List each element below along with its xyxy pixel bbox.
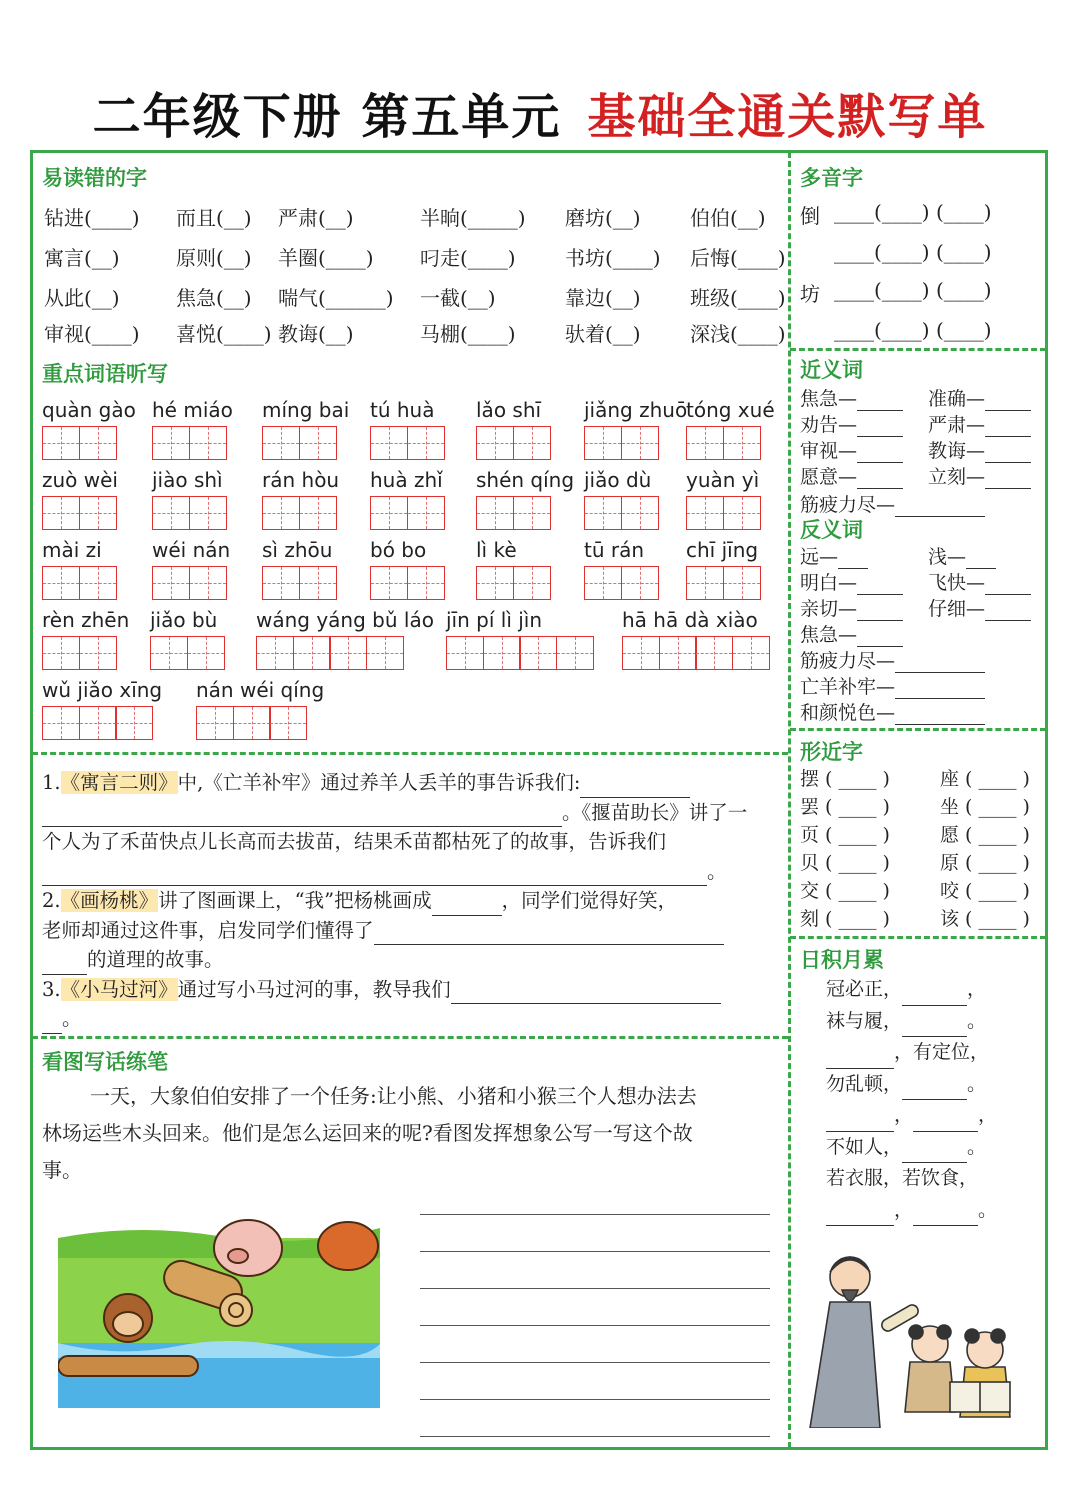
pinyin-label: jiǎo dù	[584, 468, 652, 492]
q2-blank-2[interactable]	[374, 924, 724, 945]
tianzi-grid[interactable]	[42, 496, 115, 532]
tianzi-grid[interactable]	[42, 706, 152, 742]
antonym-item[interactable]: 亡羊补牢—	[800, 672, 985, 699]
tianzi-grid[interactable]	[476, 496, 549, 532]
pinyin-label: rán hòu	[262, 468, 340, 492]
divider-left-2	[32, 1036, 788, 1039]
grid-cell[interactable]	[150, 636, 188, 670]
q2-blank-1[interactable]	[432, 895, 502, 916]
misread-word[interactable]: 羊圈(____)	[278, 246, 374, 270]
q1-num: 1.	[42, 771, 61, 794]
grid-cell[interactable]	[695, 636, 733, 670]
grid-cell[interactable]	[483, 636, 521, 670]
section-synonyms: 近义词	[800, 358, 863, 382]
writing-line[interactable]	[420, 1288, 770, 1289]
similar-char-item[interactable]: 摆 ( ____ )	[800, 768, 890, 790]
tianzi-grid[interactable]	[370, 496, 443, 532]
antonym-item[interactable]: 仔细—	[928, 594, 1031, 621]
pinyin-label: míng bai	[262, 398, 350, 422]
section-similar-chars: 形近字	[800, 740, 863, 764]
misread-word[interactable]: 从此(__)	[44, 286, 120, 310]
grid-cell[interactable]	[407, 496, 445, 530]
grid-cell[interactable]	[42, 636, 80, 670]
animals-logs-illustration	[58, 1218, 380, 1408]
grid-cell[interactable]	[189, 496, 227, 530]
tianzi-grid[interactable]	[42, 426, 115, 462]
grid-cell[interactable]	[370, 426, 408, 460]
grid-cell[interactable]	[79, 706, 117, 740]
reading-questions	[42, 768, 782, 1034]
antonym-item[interactable]: 远—	[800, 542, 868, 569]
section-antonyms: 反义词	[800, 518, 863, 542]
q2-book: 《画杨桃》	[60, 889, 159, 912]
writing-line[interactable]	[420, 1251, 770, 1252]
misread-word[interactable]: 寓言(__)	[44, 246, 120, 270]
pinyin-label: tú huà	[370, 398, 435, 422]
tianzi-grid[interactable]	[686, 566, 759, 602]
pinyin-label: bó bo	[370, 538, 427, 562]
grid-cell[interactable]	[189, 426, 227, 460]
grid-cell[interactable]	[42, 496, 80, 530]
tianzi-grid[interactable]	[686, 496, 759, 532]
grid-cell[interactable]	[659, 636, 697, 670]
synonym-item[interactable]: 劝告—	[800, 410, 903, 437]
pinyin-label: nán wéi qíng	[196, 678, 325, 702]
misread-word[interactable]: 而且(__)	[176, 206, 252, 230]
similar-char-item[interactable]: 罢 ( ____ )	[800, 796, 890, 818]
grid-cell[interactable]	[732, 636, 770, 670]
grid-cell[interactable]	[115, 706, 153, 740]
grid-cell[interactable]	[262, 566, 300, 600]
grid-cell[interactable]	[513, 426, 551, 460]
grid-cell[interactable]	[329, 636, 367, 670]
pinyin-label: tū rán	[584, 538, 645, 562]
grid-cell[interactable]	[262, 496, 300, 530]
grid-cell[interactable]	[513, 566, 551, 600]
tianzi-grid[interactable]	[446, 636, 592, 672]
tianzi-grid[interactable]	[686, 426, 759, 462]
polyphone-blank-1b[interactable]: ____(____) (____)	[834, 240, 992, 264]
grid-cell[interactable]	[152, 426, 190, 460]
grid-cell[interactable]	[79, 636, 117, 670]
writing-line[interactable]	[420, 1362, 770, 1363]
q3-blank-1[interactable]	[451, 983, 721, 1004]
section-easy-misread: 易读错的字	[42, 166, 147, 190]
q1-book: 《寓言二则》	[60, 771, 178, 794]
grid-cell[interactable]	[723, 566, 761, 600]
grid-cell[interactable]	[686, 426, 724, 460]
synonym-item[interactable]: 审视—	[800, 436, 903, 463]
pinyin-label: jiào shì	[152, 468, 223, 492]
pinyin-label: hé miáo	[152, 398, 233, 422]
grid-cell[interactable]	[42, 566, 80, 600]
pinyin-label: lì kè	[476, 538, 517, 562]
grid-cell[interactable]	[299, 426, 337, 460]
writing-line[interactable]	[420, 1214, 770, 1215]
grid-cell[interactable]	[299, 496, 337, 530]
grid-cell[interactable]	[476, 566, 514, 600]
synonym-item[interactable]: 焦急—	[800, 384, 903, 411]
grid-cell[interactable]	[262, 426, 300, 460]
section-key-words: 重点词语听写	[42, 362, 168, 386]
q2-text2: ，同学们觉得好笑，	[501, 889, 678, 912]
section-writing: 看图写话练笔	[42, 1050, 168, 1074]
column-divider	[788, 152, 791, 1448]
misread-word[interactable]: 靠边(__)	[565, 286, 641, 310]
tianzi-grid[interactable]	[150, 636, 223, 672]
polyphone-blank-2a[interactable]: ____(____) (____)	[834, 278, 992, 302]
grid-cell[interactable]	[621, 426, 659, 460]
tianzi-grid[interactable]	[622, 636, 768, 672]
tianzi-grid[interactable]	[262, 566, 335, 602]
pinyin-label: wéi nán	[152, 538, 231, 562]
writing-prompt-line-2: 林场运些木头回来。他们是怎么运回来的呢?看图发挥想象公写一写这个故	[42, 1121, 693, 1145]
pinyin-label: yuàn yì	[686, 468, 760, 492]
misread-word[interactable]: 喜悦(____)	[176, 322, 272, 346]
misread-word[interactable]: 叼走(____)	[420, 246, 516, 270]
writing-prompt-line-1: 一天，大象伯伯安排了一个任务:让小熊、小猪和小猴三个人想办法去	[90, 1084, 697, 1108]
q3-end: 。	[62, 1007, 82, 1030]
polyphone-char-1: 倒	[800, 204, 820, 228]
grid-cell[interactable]	[189, 566, 227, 600]
misread-word[interactable]: 马棚(____)	[420, 322, 516, 346]
tianzi-grid[interactable]	[42, 636, 115, 672]
similar-char-item[interactable]: 页 ( ____ )	[800, 824, 890, 846]
similar-char-item[interactable]: 坐 ( ____ )	[940, 796, 1030, 818]
synonym-last: 筋疲力尽—	[800, 490, 985, 517]
similar-char-item[interactable]: 咬 ( ____ )	[940, 880, 1030, 902]
tianzi-grid[interactable]	[196, 706, 306, 742]
misread-word[interactable]: 焦急(__)	[176, 286, 252, 310]
synonym-item[interactable]: 准确—	[928, 384, 1031, 411]
similar-char-item[interactable]: 愿 ( ____ )	[940, 824, 1030, 846]
pinyin-label: jiǎo bù	[150, 608, 218, 632]
grid-cell[interactable]	[196, 706, 234, 740]
tianzi-grid[interactable]	[476, 566, 549, 602]
misread-word[interactable]: 伯伯(__)	[690, 206, 766, 230]
tianzi-grid[interactable]	[370, 566, 443, 602]
antonym-item[interactable]: 焦急—	[800, 620, 903, 647]
grid-cell[interactable]	[407, 426, 445, 460]
q1-text3: 个人为了禾苗快点儿长高而去拔苗，结果禾苗都枯死了的故事，告诉我们	[42, 830, 667, 853]
grid-cell[interactable]	[407, 566, 445, 600]
synonym-item[interactable]: 立刻—	[928, 462, 1031, 489]
tianzi-grid[interactable]	[370, 426, 443, 462]
pinyin-label: zuò wèi	[42, 468, 118, 492]
antonym-item[interactable]: 筋疲力尽—	[800, 646, 985, 673]
q2-text3: 老师却通过这件事，启发同学们懂得了	[42, 918, 374, 942]
tianzi-grid[interactable]	[584, 496, 657, 532]
grid-cell[interactable]	[621, 566, 659, 600]
grid-cell[interactable]	[584, 426, 622, 460]
similar-char-item[interactable]: 原 ( ____ )	[940, 852, 1030, 874]
divider-right-2	[790, 728, 1046, 731]
antonym-item[interactable]: 浅—	[928, 542, 996, 569]
divider-right-3	[790, 936, 1046, 939]
similar-char-item[interactable]: 交 ( ____ )	[800, 880, 890, 902]
similar-char-item[interactable]: 刻 ( ____ )	[800, 908, 890, 930]
pinyin-label: tóng xué	[686, 398, 775, 422]
grid-cell[interactable]	[293, 636, 331, 670]
tianzi-grid[interactable]	[584, 566, 657, 602]
grid-cell[interactable]	[79, 496, 117, 530]
similar-char-item[interactable]: 该 ( ____ )	[940, 908, 1030, 930]
misread-word[interactable]: 后悔(____)	[690, 246, 786, 270]
grid-cell[interactable]	[686, 496, 724, 530]
grid-cell[interactable]	[187, 636, 225, 670]
misread-word[interactable]: 驮着(__)	[565, 322, 641, 346]
q1-end: 。	[707, 859, 727, 883]
q3-book: 《小马过河》	[60, 977, 178, 1001]
pinyin-label: shén qíng	[476, 468, 575, 492]
grid-cell[interactable]	[79, 426, 117, 460]
tianzi-grid[interactable]	[152, 426, 225, 462]
pinyin-label: huà zhǐ	[370, 468, 443, 492]
misread-word[interactable]: 原则(__)	[176, 246, 252, 270]
tianzi-grid[interactable]	[152, 566, 225, 602]
q3-text: 通过写小马过河的事，教导我们	[177, 977, 451, 1001]
grid-cell[interactable]	[556, 636, 594, 670]
grid-cell[interactable]	[446, 636, 484, 670]
daily-text: 冠必正， ， 袜与履， 。 ，有定位， 勿乱顿， 。 ， ， 不如人， 。 若衣服，若饮食， ， 。	[826, 974, 997, 1226]
grid-cell[interactable]	[723, 426, 761, 460]
pinyin-label: jiǎng zhuō	[584, 398, 688, 422]
q1-text: 中,《亡羊补牢》通过养羊人丢羊的事告诉我们:	[177, 771, 581, 794]
grid-cell[interactable]	[233, 706, 271, 740]
grid-cell[interactable]	[152, 566, 190, 600]
writing-prompt	[42, 1078, 782, 1189]
pinyin-label: rèn zhēn	[42, 608, 130, 632]
pinyin-label: quàn gào	[42, 398, 136, 422]
polyphone-char-2: 坊	[800, 282, 820, 306]
writing-line[interactable]	[420, 1399, 770, 1400]
q1-blank-2[interactable]	[42, 806, 562, 827]
writing-line[interactable]	[420, 1436, 770, 1437]
misread-word[interactable]: 书坊(____)	[565, 246, 661, 270]
pinyin-label: wáng yáng bǔ láo	[256, 608, 434, 632]
grid-cell[interactable]	[370, 496, 408, 530]
grid-cell[interactable]	[42, 706, 80, 740]
grid-cell[interactable]	[152, 496, 190, 530]
misread-word[interactable]: 喘气(______)	[278, 286, 394, 310]
grid-cell[interactable]	[621, 496, 659, 530]
grid-cell[interactable]	[256, 636, 294, 670]
teacher-children-illustration	[800, 1232, 1040, 1428]
similar-char-item[interactable]: 贝 ( ____ )	[800, 852, 890, 874]
polyphone-blank-2b[interactable]: ____(____) (____)	[834, 318, 992, 342]
antonym-item[interactable]: 飞快—	[928, 568, 1031, 595]
tianzi-grid[interactable]	[476, 426, 549, 462]
antonym-item[interactable]: 明白—	[800, 568, 903, 595]
q2-text: 讲了图画课上，“我”把杨桃画成	[158, 889, 432, 912]
synonym-item[interactable]: 严肃—	[928, 410, 1031, 437]
polyphone-blank-1a[interactable]: ____(____) (____)	[834, 200, 992, 224]
q2-blank-3[interactable]	[42, 954, 87, 975]
tianzi-grid[interactable]	[584, 426, 657, 462]
divider-left-1	[32, 752, 788, 755]
grid-cell[interactable]	[622, 636, 660, 670]
grid-cell[interactable]	[366, 636, 404, 670]
pinyin-label: chī jīng	[686, 538, 759, 562]
q2-text4: 的道理的故事。	[87, 948, 224, 971]
antonym-item[interactable]: 和颜悦色—	[800, 698, 985, 725]
page-title	[0, 78, 1080, 147]
antonym-item[interactable]: 亲切—	[800, 594, 903, 621]
title-accent: 基础全通关默写单	[587, 89, 988, 145]
misread-word[interactable]: 磨坊(__)	[565, 206, 641, 230]
title-main: 二年级下册 第五单元	[92, 89, 562, 145]
q1-blank-1[interactable]	[580, 777, 690, 798]
pinyin-label: lǎo shī	[476, 398, 542, 422]
pinyin-label: wǔ jiǎo xīng	[42, 678, 163, 702]
misread-word[interactable]: 教诲(__)	[278, 322, 354, 346]
grid-cell[interactable]	[686, 566, 724, 600]
q1-text2: 。《揠苗助长》讲了一	[562, 800, 748, 824]
grid-cell[interactable]	[476, 426, 514, 460]
grid-cell[interactable]	[476, 496, 514, 530]
q3-blank-2[interactable]	[42, 1013, 62, 1034]
grid-cell[interactable]	[513, 496, 551, 530]
pinyin-label: mài zi	[42, 538, 102, 562]
synonym-item[interactable]: 愿意—	[800, 462, 903, 489]
pinyin-label: hā hā dà xiào	[622, 608, 758, 632]
q2-num: 2.	[42, 889, 61, 912]
similar-char-item[interactable]: 座 ( ____ )	[940, 768, 1030, 790]
misread-word[interactable]: 一截(__)	[420, 286, 496, 310]
tianzi-grid[interactable]	[256, 636, 402, 672]
writing-prompt-line-3: 事。	[42, 1158, 82, 1182]
tianzi-grid[interactable]	[152, 496, 225, 532]
synonym-item[interactable]: 教诲—	[928, 436, 1031, 463]
tianzi-grid[interactable]	[42, 566, 115, 602]
grid-cell[interactable]	[519, 636, 557, 670]
section-polyphone: 多音字	[800, 166, 863, 190]
misread-word[interactable]: 钻进(____)	[44, 206, 140, 230]
grid-cell[interactable]	[42, 426, 80, 460]
q3-num: 3.	[42, 977, 61, 1001]
misread-word[interactable]: 半晌(_____)	[420, 206, 526, 230]
grid-cell[interactable]	[269, 706, 307, 740]
grid-cell[interactable]	[370, 566, 408, 600]
pinyin-label: sì zhōu	[262, 538, 333, 562]
misread-word[interactable]: 班级(____)	[690, 286, 786, 310]
grid-cell[interactable]	[79, 566, 117, 600]
tianzi-grid[interactable]	[262, 496, 335, 532]
misread-word[interactable]: 审视(____)	[44, 322, 140, 346]
misread-word[interactable]: 严肃(__)	[278, 206, 354, 230]
q1-blank-3[interactable]	[42, 865, 707, 886]
misread-word[interactable]: 深浅(____)	[690, 322, 786, 346]
pinyin-label: jīn pí lì jìn	[446, 608, 543, 632]
grid-cell[interactable]	[723, 496, 761, 530]
grid-cell[interactable]	[584, 496, 622, 530]
divider-right-1	[790, 348, 1046, 351]
writing-line[interactable]	[420, 1325, 770, 1326]
grid-cell[interactable]	[584, 566, 622, 600]
grid-cell[interactable]	[299, 566, 337, 600]
tianzi-grid[interactable]	[262, 426, 335, 462]
section-daily: 日积月累	[800, 948, 884, 972]
